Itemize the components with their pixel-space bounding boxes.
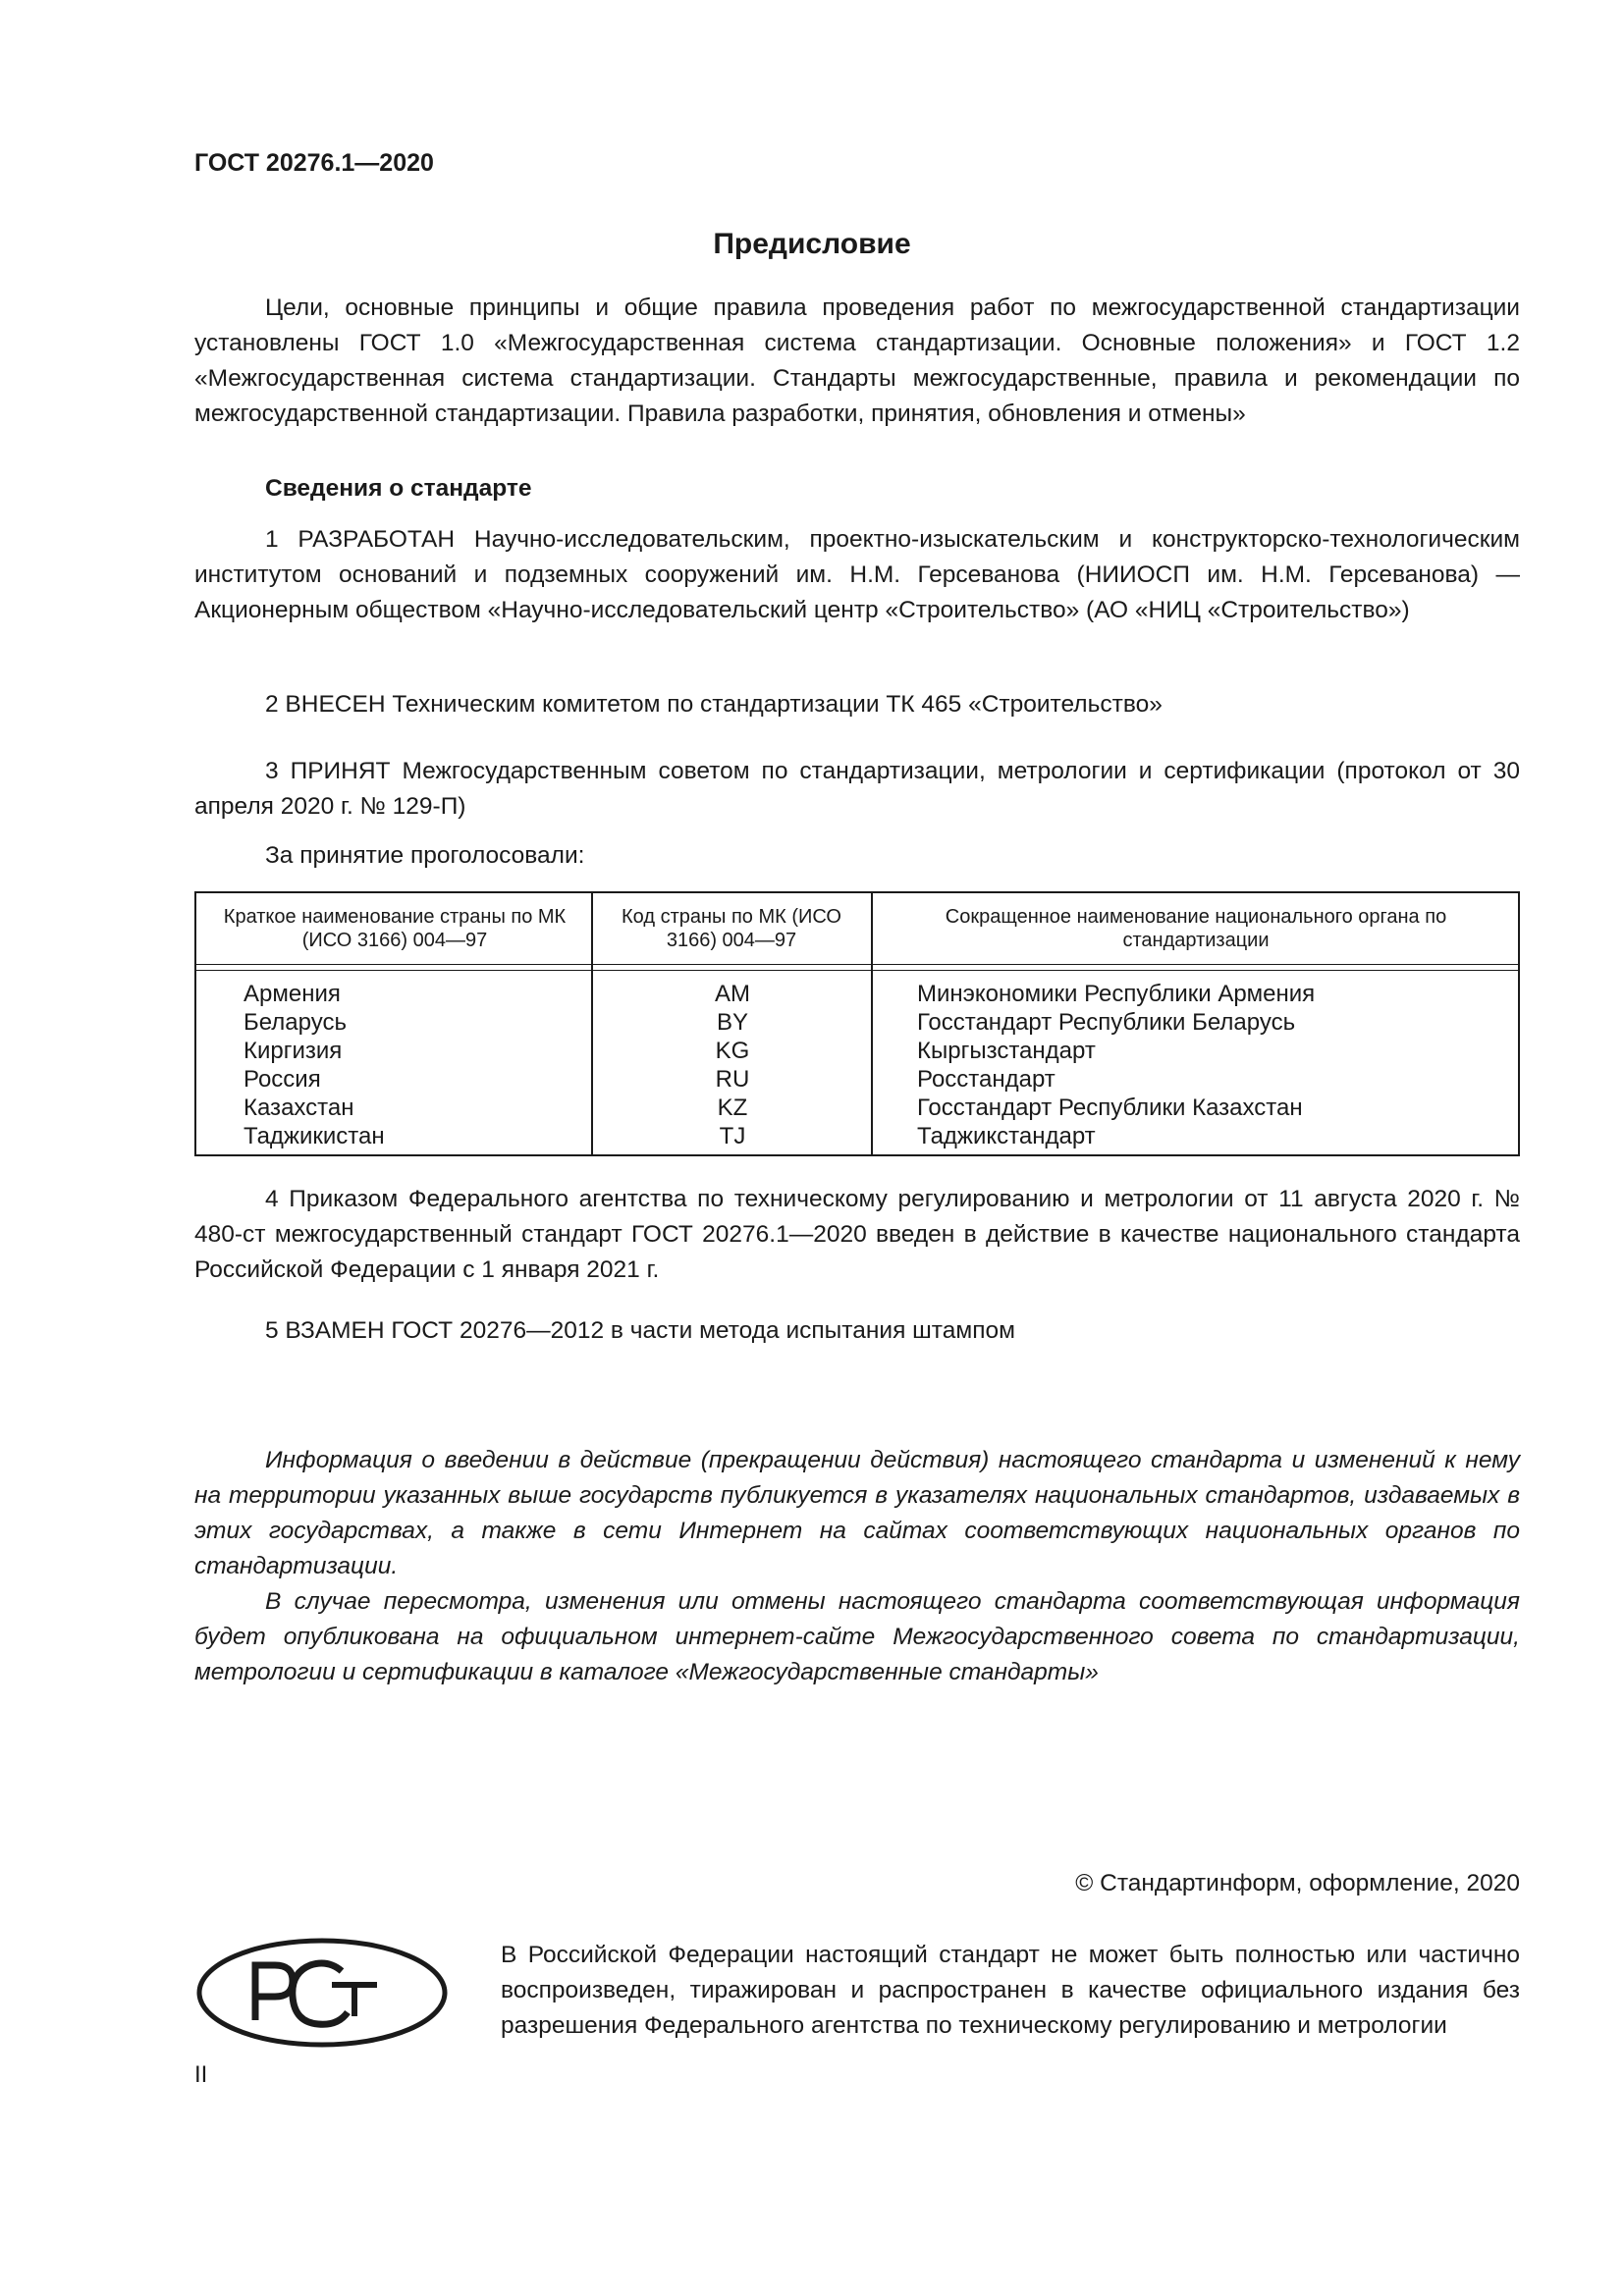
- header-body: Сокращенное наименование национального органа по стандартизации: [945, 906, 1447, 951]
- code-cell: KG: [715, 1038, 750, 1064]
- body-cell: Росстандарт: [917, 1066, 1056, 1093]
- country-column: [244, 980, 385, 1150]
- rst-logo: [194, 1936, 450, 2050]
- page-number: II: [194, 2061, 208, 2088]
- body-cell: Минэкономики Республики Армения: [917, 981, 1316, 1007]
- body-cell: Кыргызстандарт: [917, 1038, 1096, 1064]
- code-cell: KZ: [717, 1095, 748, 1121]
- document-id: ГОСТ 20276.1—2020: [194, 149, 434, 177]
- body-cell: Госстандарт Республики Казахстан: [917, 1095, 1303, 1121]
- item-adopted: 3 ПРИНЯТ Межгосударственным советом по стандартизации, метрологии и сертификации (протокол от 30 апреля 2020 г. № 129-П): [194, 758, 1520, 820]
- info-note-implementation: Информация о введении в действие (прекращении действия) настоящего стандарта и изменений к нему на территории указанных выше государств публикуется в указателях национальных стандартов, издаваемых в этих государствах, а также в сети Интернет на сайтах соответствующих национальных органов по стандартизации.: [194, 1447, 1520, 1579]
- country-cell: Киргизия: [244, 1038, 343, 1064]
- header-country: Краткое наименование страны по МК (ИСО 3166) 004—97: [223, 906, 567, 951]
- voting-table: [194, 891, 1520, 1156]
- code-cell: AM: [715, 981, 750, 1007]
- body-cell: Госстандарт Республики Беларусь: [917, 1009, 1296, 1036]
- copyright-line: © Стандартинформ, оформление, 2020: [1075, 1870, 1520, 1896]
- country-cell: Таджикистан: [244, 1123, 385, 1149]
- item-order: 4 Приказом Федерального агентства по техническому регулированию и метрологии от 11 августа 2020 г. № 480-ст межгосударственный стандарт ГОСТ 20276.1—2020 введен в действие в качестве национального стандарта Российской Федерации с 1 января 2021 г.: [194, 1186, 1520, 1283]
- header-code: Код страны по МК (ИСО 3166) 004—97: [622, 906, 841, 951]
- rst-logo-lettering: [255, 1963, 377, 2024]
- reproduction-notice: В Российской Федерации настоящий стандарт не может быть полностью или частично воспроизведен, тиражирован и распространен в качестве официального издания без разрешения Федерального агентства по техническому регулированию и метрологии: [501, 1942, 1520, 2039]
- item-developed: 1 РАЗРАБОТАН Научно-исследовательским, проектно-изыскательским и конструкторско-технологическим институтом оснований и подземных сооружений им. Н.М. Герсеванова (НИИОСП им. Н.М. Герсеванова) — Акционерным обществом «Научно-исследовательский центр «Строительство» (АО «НИЦ «Строительство»): [194, 526, 1520, 623]
- voted-label: За принятие проголосовали:: [265, 842, 585, 869]
- item-replaces: 5 ВЗАМЕН ГОСТ 20276—2012 в части метода испытания штампом: [265, 1317, 1015, 1344]
- country-cell: Россия: [244, 1066, 321, 1093]
- body-cell: Таджикстандарт: [917, 1123, 1096, 1149]
- code-cell: RU: [715, 1066, 750, 1093]
- intro-paragraph: Цели, основные принципы и общие правила проведения работ по межгосударственной стандартизации установлены ГОСТ 1.0 «Межгосударственная система стандартизации. Основные положения» и ГОСТ 1.2 «Межгосударственная система стандартизации. Стандарты межгосударственные, правила и рекомендации по межгосударственной стандартизации. Правила разработки, принятия, обновления и отмены»: [194, 294, 1520, 427]
- code-cell: BY: [716, 1009, 748, 1036]
- country-cell: Беларусь: [244, 1009, 347, 1036]
- code-column: [593, 980, 872, 1150]
- standard-info-heading: Сведения о стандарте: [265, 475, 532, 502]
- page-title: Предисловие: [713, 228, 911, 260]
- country-cell: Армения: [244, 981, 341, 1007]
- header-separator: [196, 964, 1518, 971]
- body-column: [917, 980, 1315, 1150]
- item-introduced: 2 ВНЕСЕН Техническим комитетом по стандартизации ТК 465 «Строительство»: [265, 691, 1163, 718]
- country-cell: Казахстан: [244, 1095, 354, 1121]
- code-cell: TJ: [719, 1123, 746, 1149]
- info-note-revision: В случае пересмотра, изменения или отмены настоящего стандарта соответствующая информация будет опубликована на официальном интернет-сайте Межгосударственного совета по стандартизации, метрологии и сертификации в каталоге «Межгосударственные стандарты»: [194, 1588, 1520, 1685]
